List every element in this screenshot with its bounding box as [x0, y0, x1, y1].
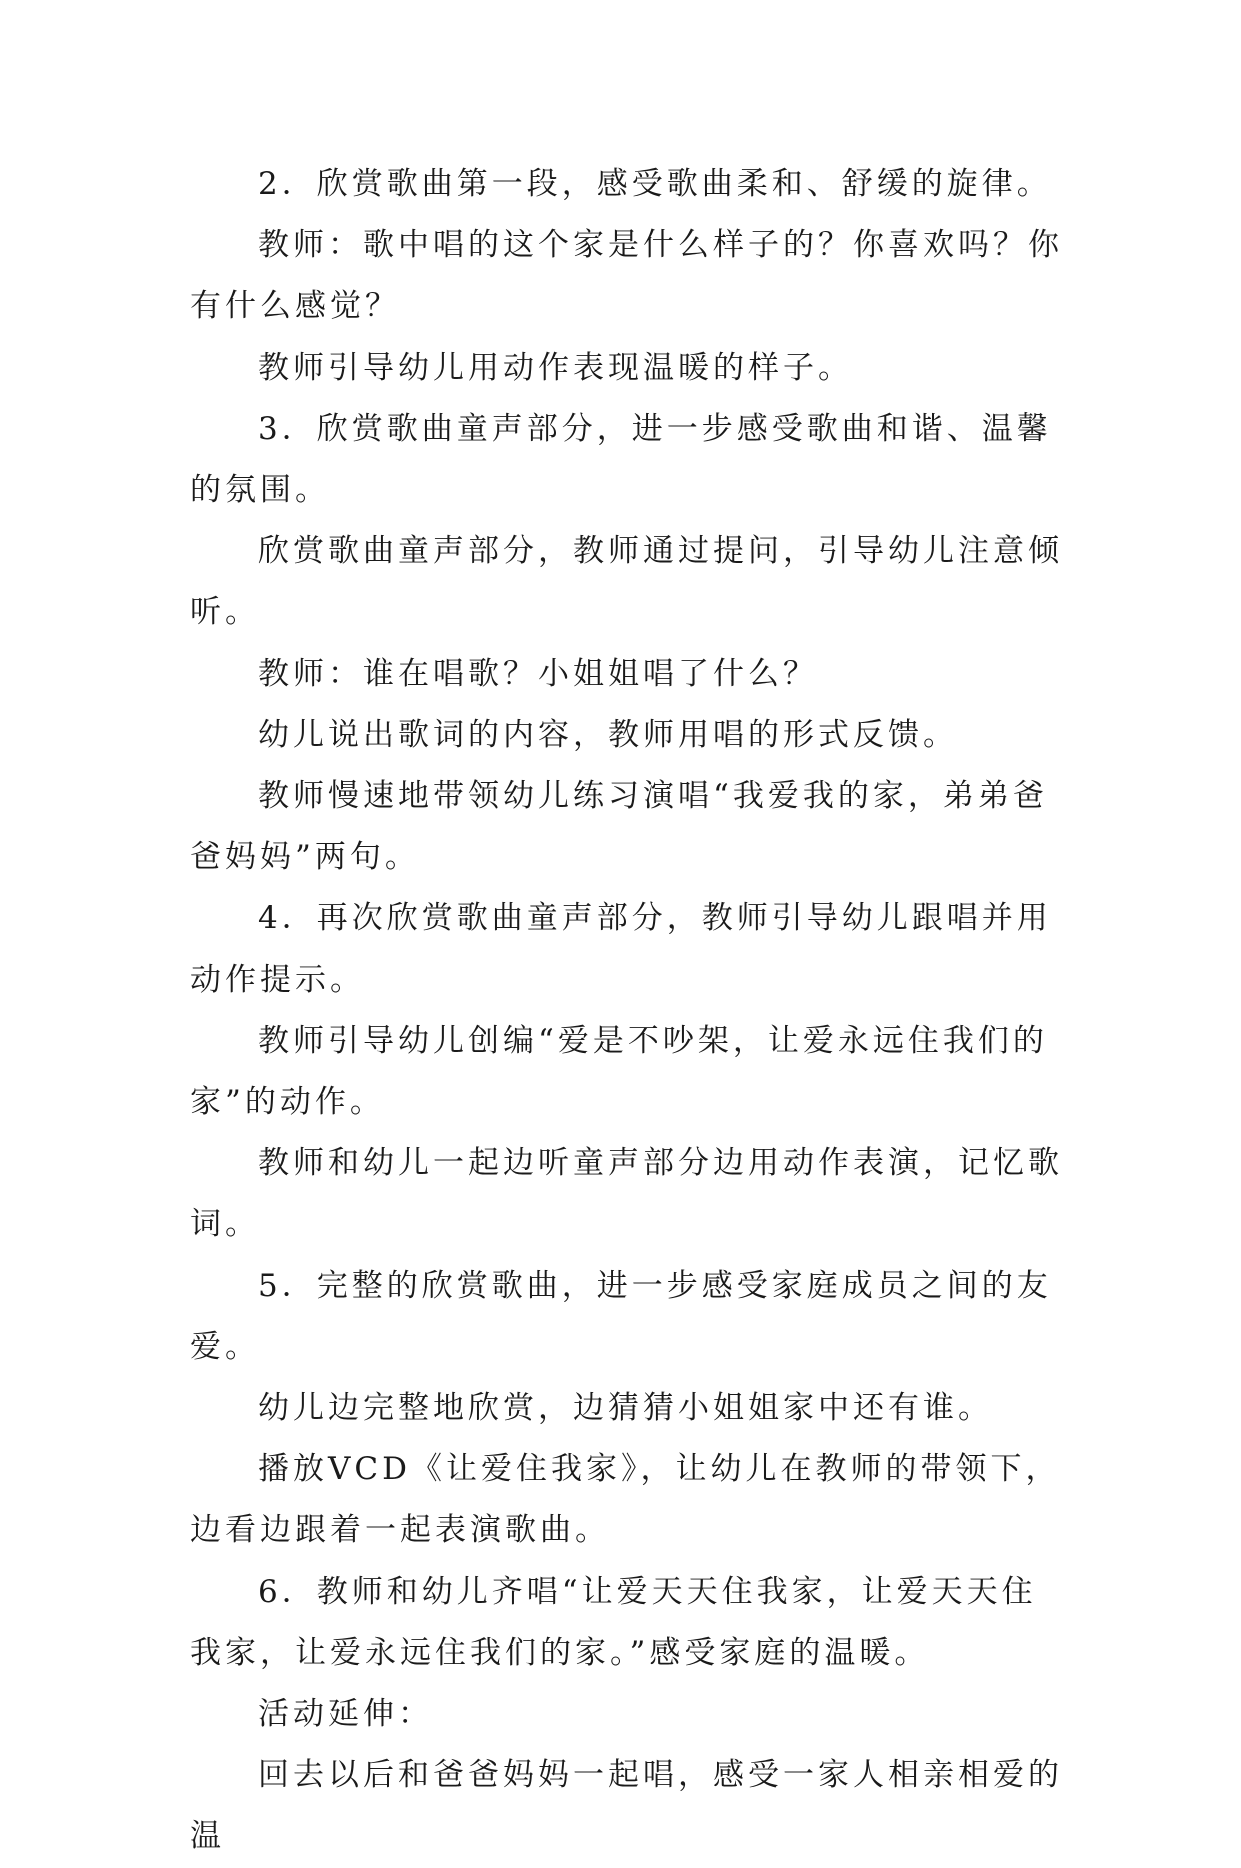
paragraph: 2．欣赏歌曲第一段，感受歌曲柔和、舒缓的旋律。	[258, 166, 1052, 202]
paragraph: 4．再次欣赏歌曲童声部分，教师引导幼儿跟唱并用动作提示。	[190, 900, 1052, 998]
document-body	[190, 154, 1070, 1868]
paragraph: 教师：谁在唱歌？小姐姐唱了什么？	[258, 655, 818, 692]
paragraph: 幼儿边完整地欣赏，边猜猜小姐姐家中还有谁。	[258, 1390, 993, 1427]
paragraph: 3．欣赏歌曲童声部分，进一步感受歌曲和谐、温馨的氛围。	[190, 410, 1052, 509]
paragraph: 6．教师和幼儿齐唱“让爱天天住我家，让爱天天住我家，让爱永远住我们的家。”感受家庭的温暖。	[190, 1573, 1037, 1671]
paragraph: 教师慢速地带领幼儿练习演唱“我爱我的家，弟弟爸爸妈妈”两句。	[190, 778, 1048, 876]
paragraph: 回去以后和爸爸妈妈一起唱，感受一家人相亲相爱的温	[190, 1757, 1063, 1855]
paragraph: 教师：歌中唱的这个家是什么样子的？你喜欢吗？你有什么感觉？	[190, 227, 1063, 325]
paragraph: 5．完整的欣赏歌曲，进一步感受家庭成员之间的友爱。	[190, 1267, 1052, 1365]
paragraph: 教师和幼儿一起边听童声部分边用动作表演，记忆歌词。	[190, 1145, 1063, 1243]
paragraph: 欣赏歌曲童声部分，教师通过提问，引导幼儿注意倾听。	[190, 533, 1063, 631]
paragraph: 教师引导幼儿用动作表现温暖的样子。	[258, 349, 853, 386]
paragraph: 播放VCD《让爱住我家》，让幼儿在教师的带领下，边看边跟着一起表演歌曲。	[190, 1451, 1061, 1549]
paragraph: 幼儿说出歌词的内容，教师用唱的形式反馈。	[258, 716, 958, 753]
paragraph: 活动延伸：	[258, 1696, 433, 1733]
paragraph: 教师引导幼儿创编“爱是不吵架，让爱永远住我们的家”的动作。	[190, 1022, 1048, 1121]
